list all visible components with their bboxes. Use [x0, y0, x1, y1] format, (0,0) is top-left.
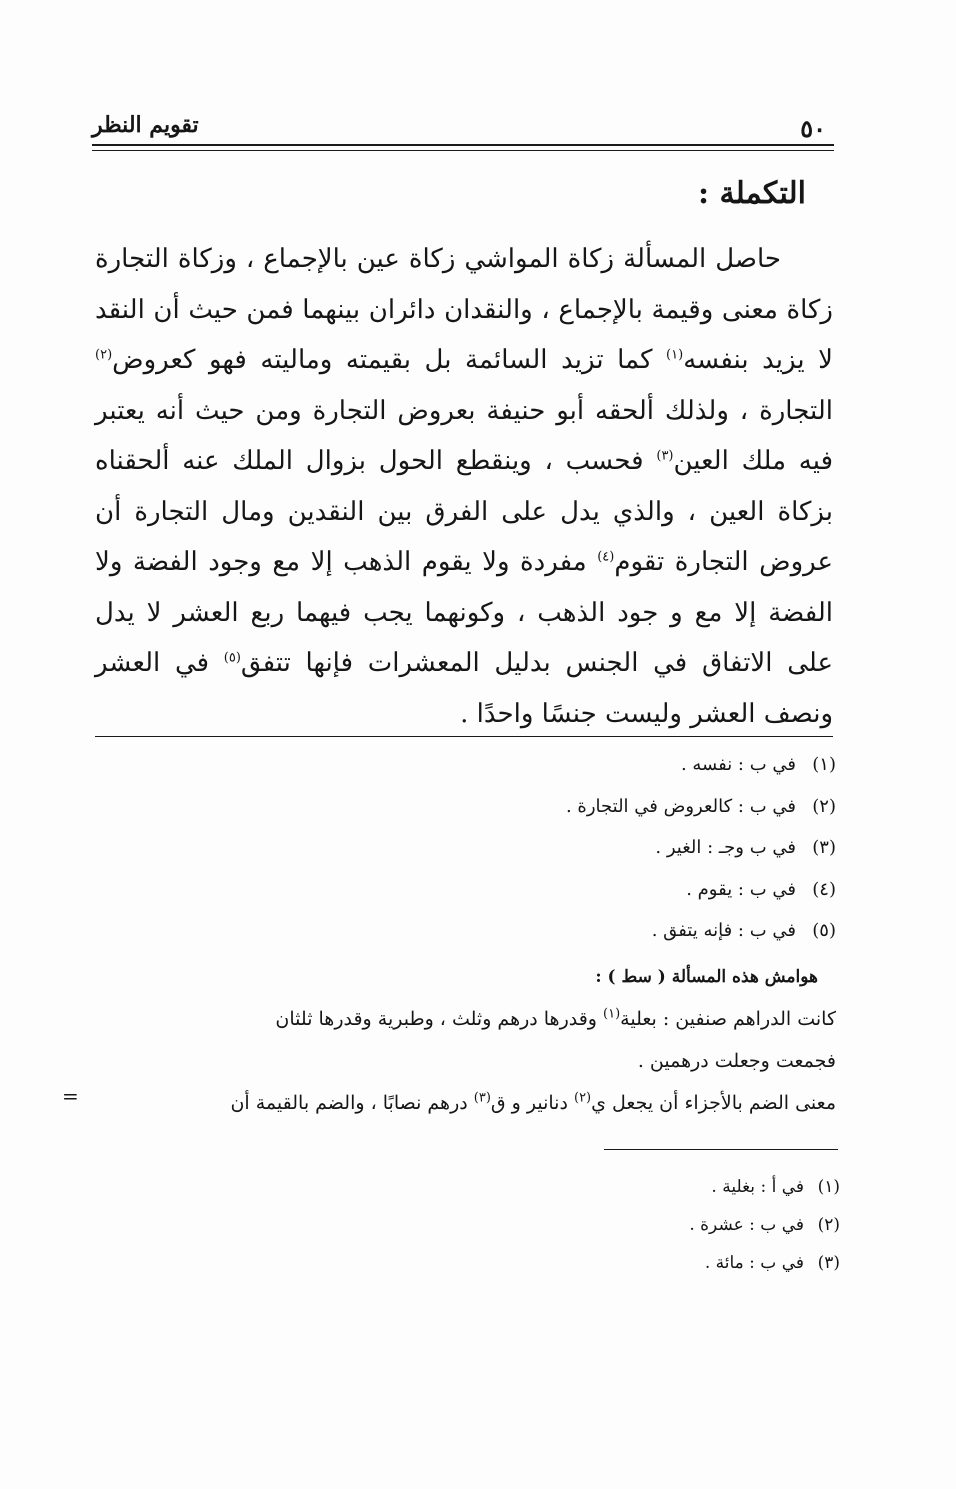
sub-footnote-rule — [604, 1149, 838, 1150]
running-title: تقويم النظر — [92, 112, 199, 138]
text-segment: وقدرها درهم وثلث ، وطبرية وقدرها ثلثان — [275, 1008, 604, 1030]
text-segment: كما تزيد السائمة بل بقيمته وماليته فهو كعروض — [112, 345, 667, 375]
text-segment: كانت الدراهم صنفين : بعلية — [620, 1008, 836, 1030]
footnote-item — [96, 910, 836, 952]
footnote-number: (٣) — [812, 837, 836, 858]
header-rule — [92, 144, 834, 146]
footnote-number: (١) — [812, 754, 836, 775]
sub-footnote-item — [440, 1206, 840, 1244]
continuation-mark: = — [62, 1084, 79, 1108]
body-paragraph — [95, 234, 833, 739]
footnote-text: في ب : فإنه يتفق . — [651, 920, 796, 941]
paragraph-text — [95, 234, 833, 739]
footnote-number: (٤) — [812, 878, 836, 900]
footnote-number: (٢) — [812, 795, 836, 817]
margin-notes — [116, 956, 836, 1124]
sub-footnotes-list — [440, 1168, 840, 1282]
footnote-number: (٣) — [817, 1253, 840, 1273]
margin-notes-heading: هوامش هذه المسألة ( سط ) : — [595, 967, 818, 987]
text-segment: في العشر ونصف العشر وليست جنسًا واحدًا . — [95, 648, 833, 729]
sub-footnote-item — [440, 1244, 840, 1282]
text-segment: التجارة ، ولذلك ألحقه أبو حنيفة بعروض التجارة ومن حيث أنه يعتبر فيه ملك العين — [95, 395, 834, 476]
footnote-text: في ب : مائة . — [704, 1253, 804, 1273]
footnote-ref: (٢) — [95, 347, 113, 363]
footnote-ref: (١) — [603, 1006, 621, 1022]
footnote-ref: (٥) — [223, 650, 241, 666]
footnote-ref: (٣) — [656, 448, 674, 464]
margin-note-line: فجمعت وجعلت درهمين . — [637, 1050, 836, 1072]
footnote-item — [96, 744, 836, 786]
footnote-text: في ب : عشرة . — [689, 1215, 804, 1235]
footnote-text: في ب : نفسه . — [680, 754, 796, 775]
footnote-ref: (٢) — [573, 1090, 592, 1106]
section-heading: التكملة : — [698, 176, 806, 211]
footnote-rule — [95, 736, 833, 737]
footnote-number: (٢) — [817, 1215, 840, 1235]
text-segment: حاصل المسألة زكاة المواشي زكاة عين بالإجماع ، وزكاة التجارة زكاة معنى وقيمة بالإجماع ، والنقدان دائران بينهما فمن حيث أن النقد لا يزيد بنفسه — [95, 244, 833, 375]
footnote-ref: (٤) — [597, 549, 615, 565]
text-segment: فحسب ، وينقطع الحول بزوال الملك عنه ألحقناه بزكاة العين ، والذي يدل على الفرق بين النقدين ومال التجارة أن عروض التجارة تقوم — [95, 446, 834, 577]
footnote-item — [96, 786, 836, 828]
header-rule-thin — [92, 150, 834, 151]
margin-note-line — [116, 998, 836, 1040]
page-number: ٥٠ — [800, 114, 826, 143]
margin-note-line — [116, 1082, 836, 1124]
footnote-item — [96, 869, 836, 911]
page-header — [92, 112, 834, 144]
footnote-ref: (١) — [666, 347, 684, 363]
footnote-item — [96, 827, 836, 869]
footnote-text: في ب وجـ : الغير . — [655, 837, 796, 858]
footnotes-list — [96, 744, 836, 952]
footnote-text: في ب : يقوم . — [686, 878, 796, 900]
footnote-number: (٥) — [812, 920, 836, 941]
sub-footnote-item — [440, 1168, 840, 1206]
text-segment: مفردة ولا يقوم الذهب إلا مع وجود الفضة ولا الفضة إلا مع و جود الذهب ، وكونهما يجب فيهما ربع العشر لا يدل على الاتفاق في الجنس بدليل المعشرات فإنها تتفق — [95, 547, 833, 678]
text-segment: درهم نصابًا ، والضم بالقيمة أن — [230, 1092, 474, 1114]
footnote-number: (١) — [817, 1177, 840, 1197]
footnote-text: في ب : كالعروض في التجارة . — [565, 795, 796, 817]
footnote-text: في أ : بغلية . — [711, 1177, 804, 1197]
text-segment: دنانير و ق — [490, 1092, 574, 1114]
text-segment: معنى الضم بالأجزاء أن يجعل ي — [591, 1092, 836, 1114]
footnote-ref: (٣) — [473, 1090, 491, 1106]
